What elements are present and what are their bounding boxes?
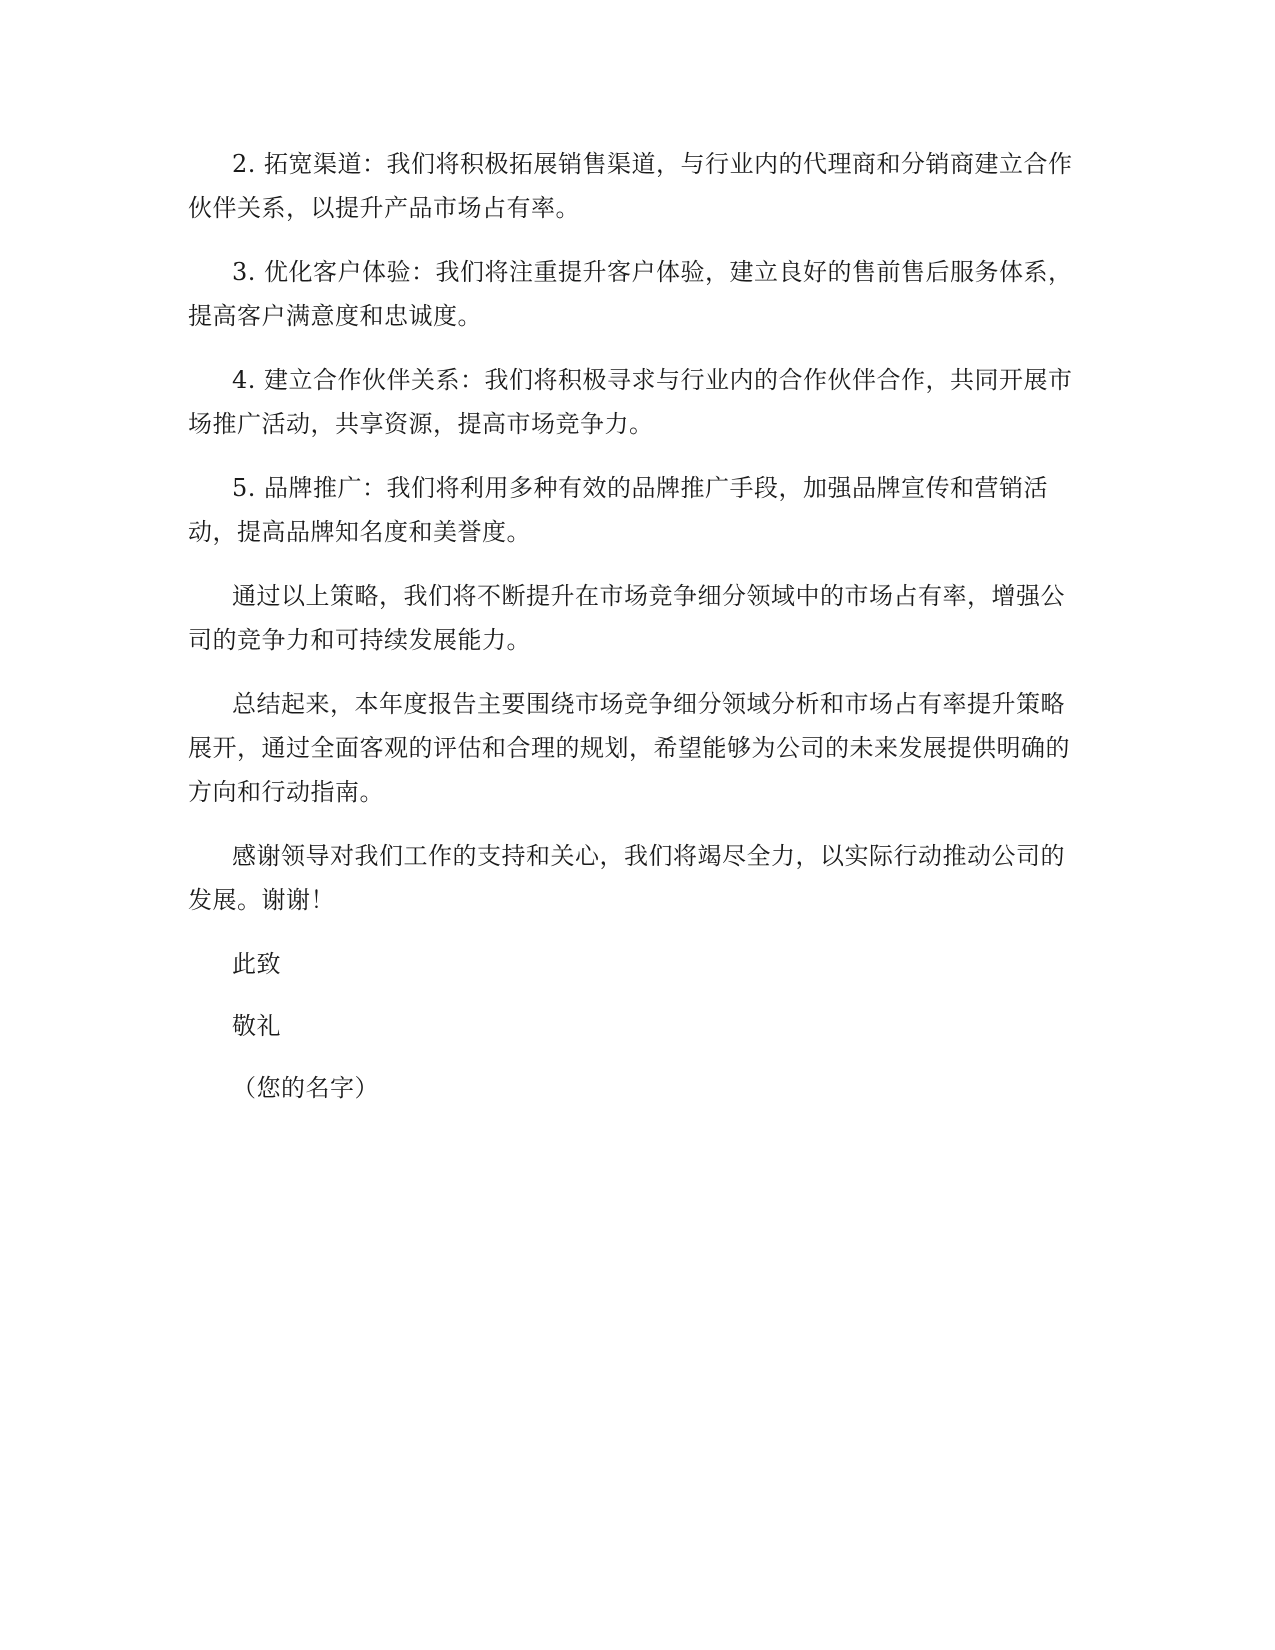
closing-salutation: 此致 bbox=[232, 950, 281, 978]
document-page bbox=[188, 142, 1088, 1128]
thanks-paragraph: 感谢领导对我们工作的支持和关心，我们将竭尽全力，以实际行动推动公司的发展。谢谢！ bbox=[188, 842, 1065, 914]
closing-regards: 敬礼 bbox=[232, 1012, 281, 1040]
signature: （您的名字） bbox=[232, 1074, 379, 1102]
strategy-summary-paragraph: 通过以上策略，我们将不断提升在市场竞争细分领域中的市场占有率，增强公司的竞争力和可持续发展能力。 bbox=[188, 582, 1065, 654]
strategy-item-customer-experience: 3. 优化客户体验：我们将注重提升客户体验，建立良好的售前售后服务体系，提高客户满意度和忠诚度。 bbox=[188, 258, 1073, 330]
strategy-item-channels: 2. 拓宽渠道：我们将积极拓展销售渠道，与行业内的代理商和分销商建立合作伙伴关系，以提升产品市场占有率。 bbox=[188, 150, 1073, 222]
strategy-item-branding: 5. 品牌推广：我们将利用多种有效的品牌推广手段，加强品牌宣传和营销活动，提高品牌知名度和美誉度。 bbox=[188, 474, 1049, 546]
strategy-item-partnerships: 4. 建立合作伙伴关系：我们将积极寻求与行业内的合作伙伴合作，共同开展市场推广活动，共享资源，提高市场竞争力。 bbox=[188, 366, 1073, 438]
conclusion-paragraph: 总结起来，本年度报告主要围绕市场竞争细分领域分析和市场占有率提升策略展开，通过全面客观的评估和合理的规划，希望能够为公司的未来发展提供明确的方向和行动指南。 bbox=[188, 690, 1070, 806]
